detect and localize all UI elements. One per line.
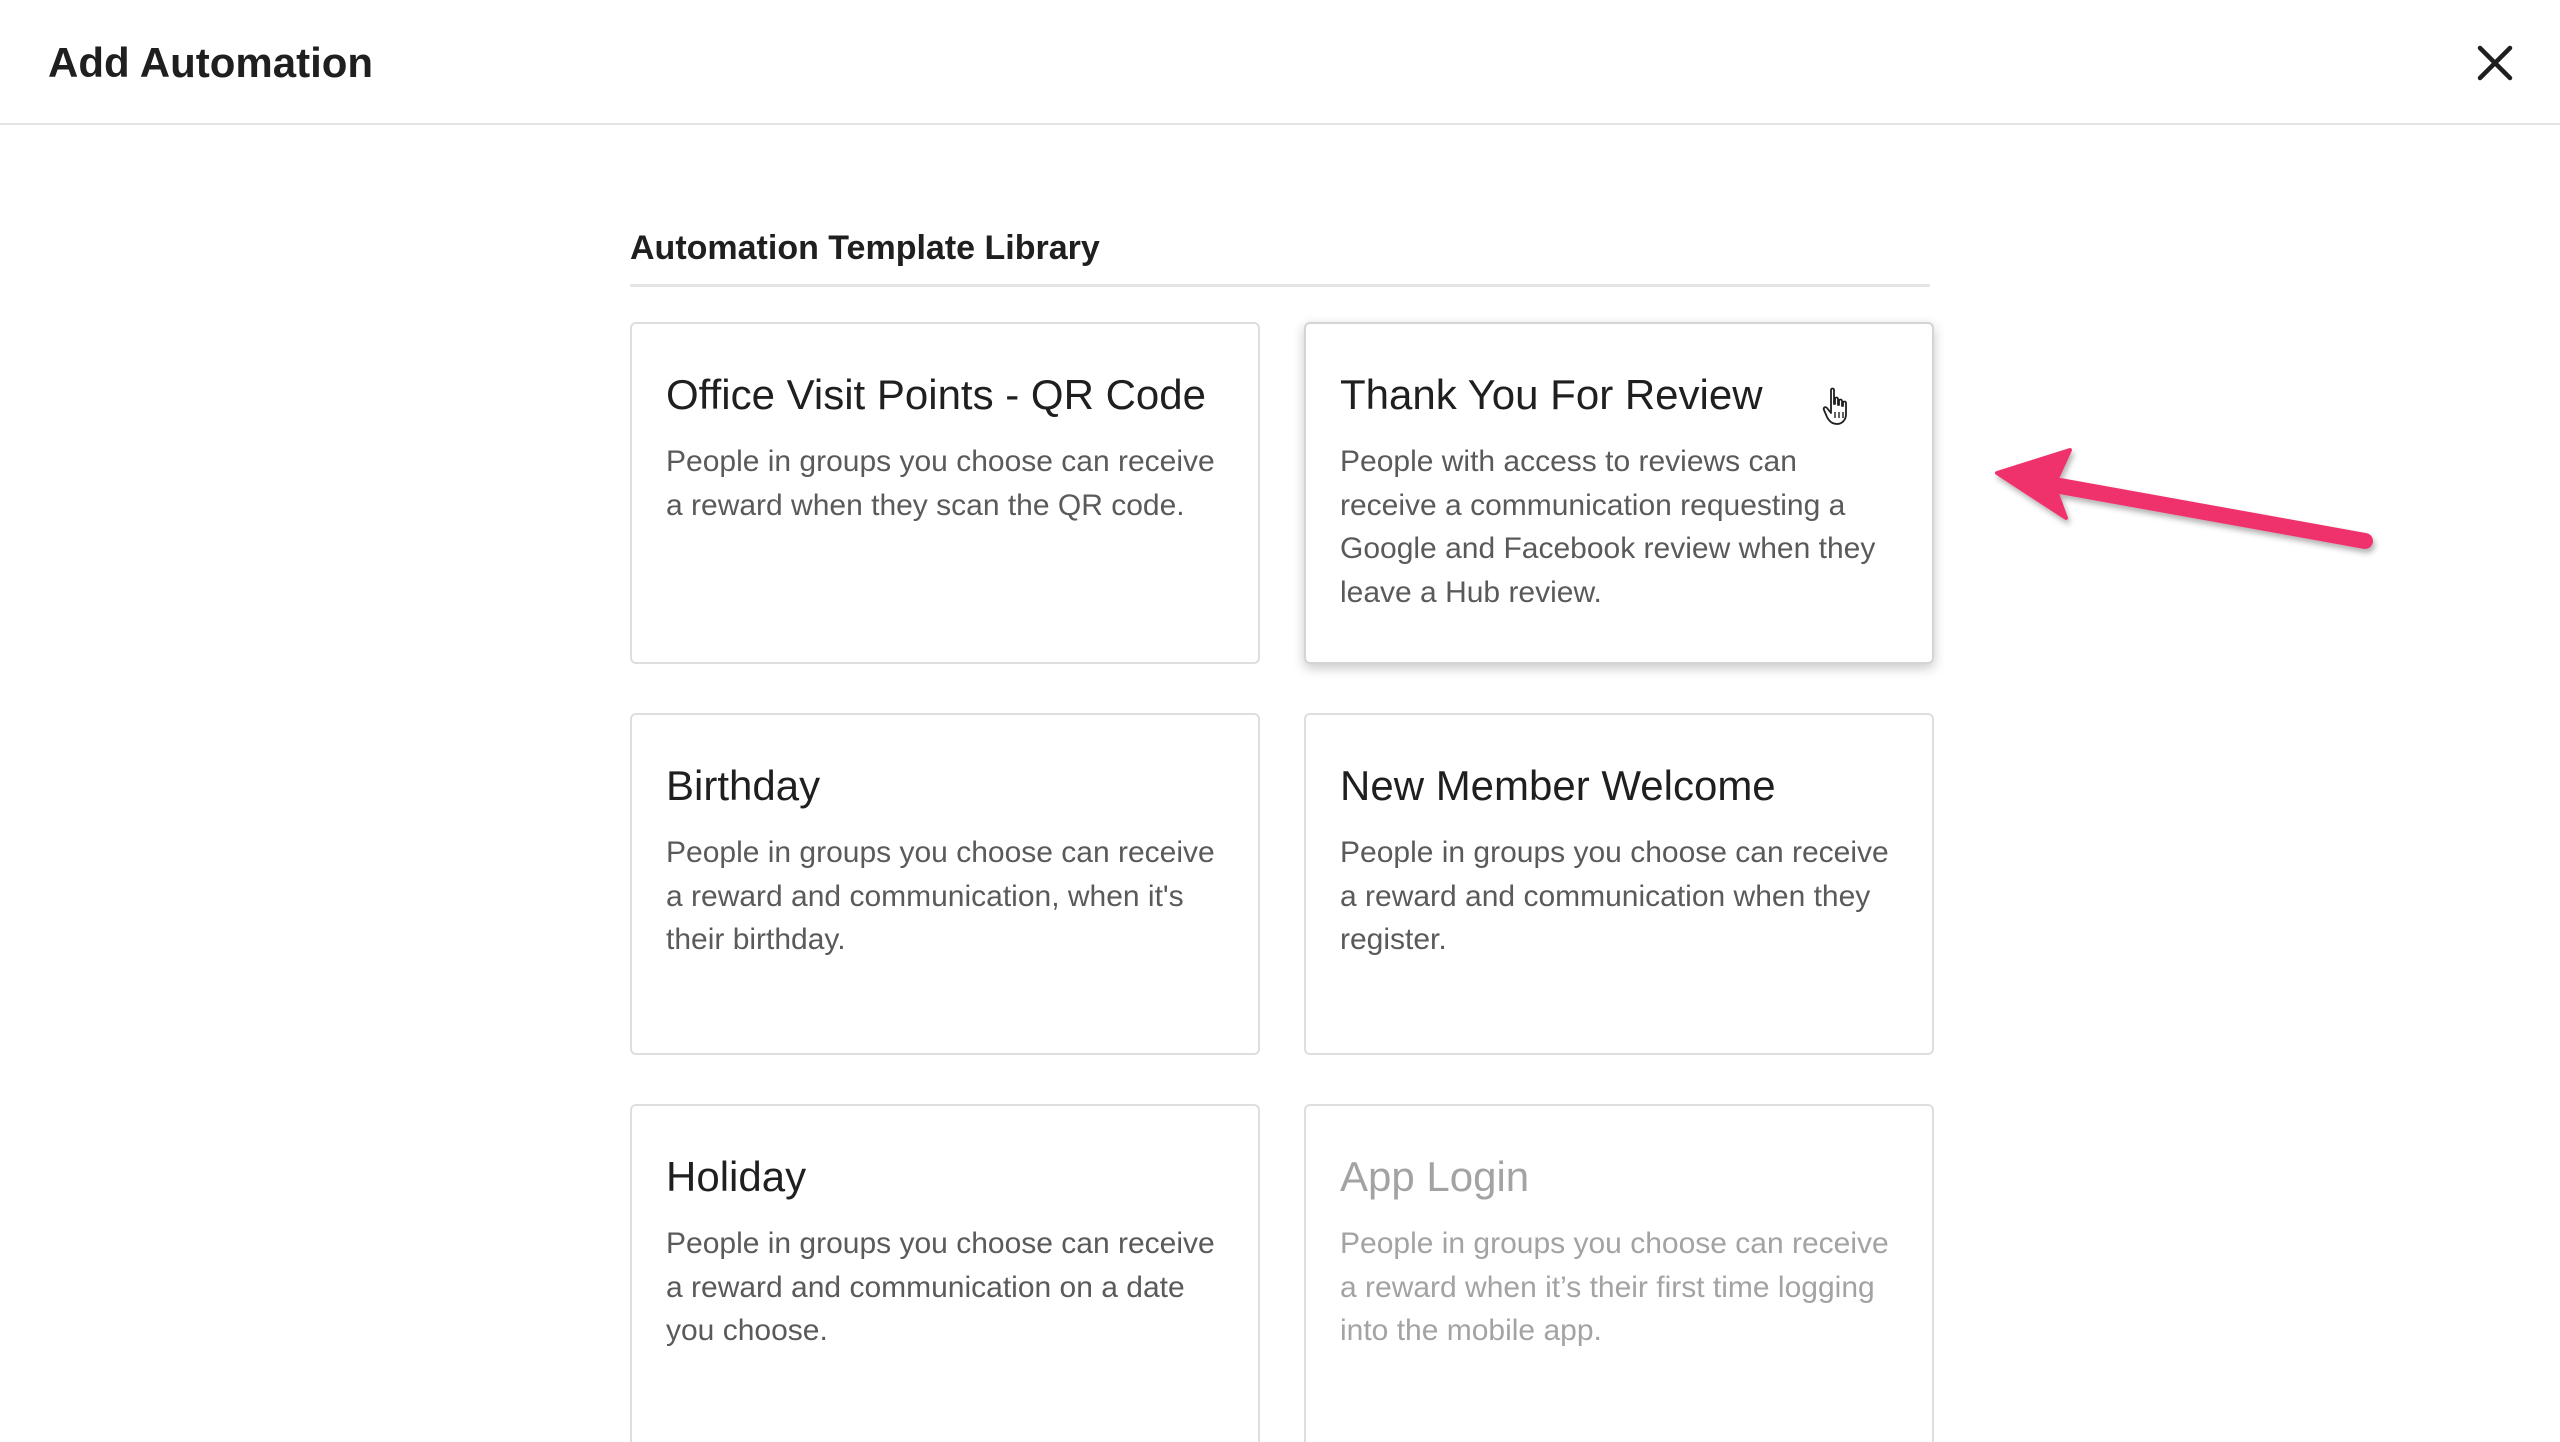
hand-pointer-icon	[1822, 386, 1856, 428]
template-card-description: People in groups you choose can receive a reward when it’s their first time logging into the mobile app.	[1340, 1227, 1889, 1347]
template-card-description: People with access to reviews can receive a communication requesting a Google and Facebook review when they leave a Hub review.	[1340, 445, 1876, 609]
template-card-description: People in groups you choose can receive a reward and communication on a date you choose.	[666, 1227, 1215, 1347]
close-button[interactable]	[2468, 36, 2522, 90]
modal-header	[0, 0, 2560, 125]
template-card-title: App Login	[1340, 1153, 1530, 1200]
template-card-title: Thank You For Review	[1340, 371, 1763, 418]
template-card-birthday[interactable]	[630, 713, 1260, 1055]
template-card-title: New Member Welcome	[1340, 762, 1776, 809]
template-card-new-member-welcome[interactable]	[1304, 713, 1934, 1055]
template-card-app-login	[1304, 1104, 1934, 1442]
template-card-office-visit-points[interactable]	[630, 322, 1260, 664]
template-card-holiday[interactable]	[630, 1104, 1260, 1442]
automation-template-library	[630, 205, 1930, 287]
template-card-title: Birthday	[666, 762, 821, 809]
template-card-description: People in groups you choose can receive a reward when they scan the QR code.	[666, 445, 1215, 522]
close-icon	[2468, 36, 2522, 90]
template-card-thank-you-for-review[interactable]	[1304, 322, 1934, 664]
arrow-annotation-icon	[1990, 445, 2380, 565]
template-card-description: People in groups you choose can receive a reward and communication, when it's their birthday.	[666, 836, 1215, 956]
template-card-description: People in groups you choose can receive a reward and communication when they register.	[1340, 836, 1889, 956]
section-title: Automation Template Library	[630, 205, 1930, 287]
template-card-title: Holiday	[666, 1153, 807, 1200]
template-card-title: Office Visit Points - QR Code	[666, 371, 1206, 418]
page-title: Add Automation	[48, 39, 374, 86]
